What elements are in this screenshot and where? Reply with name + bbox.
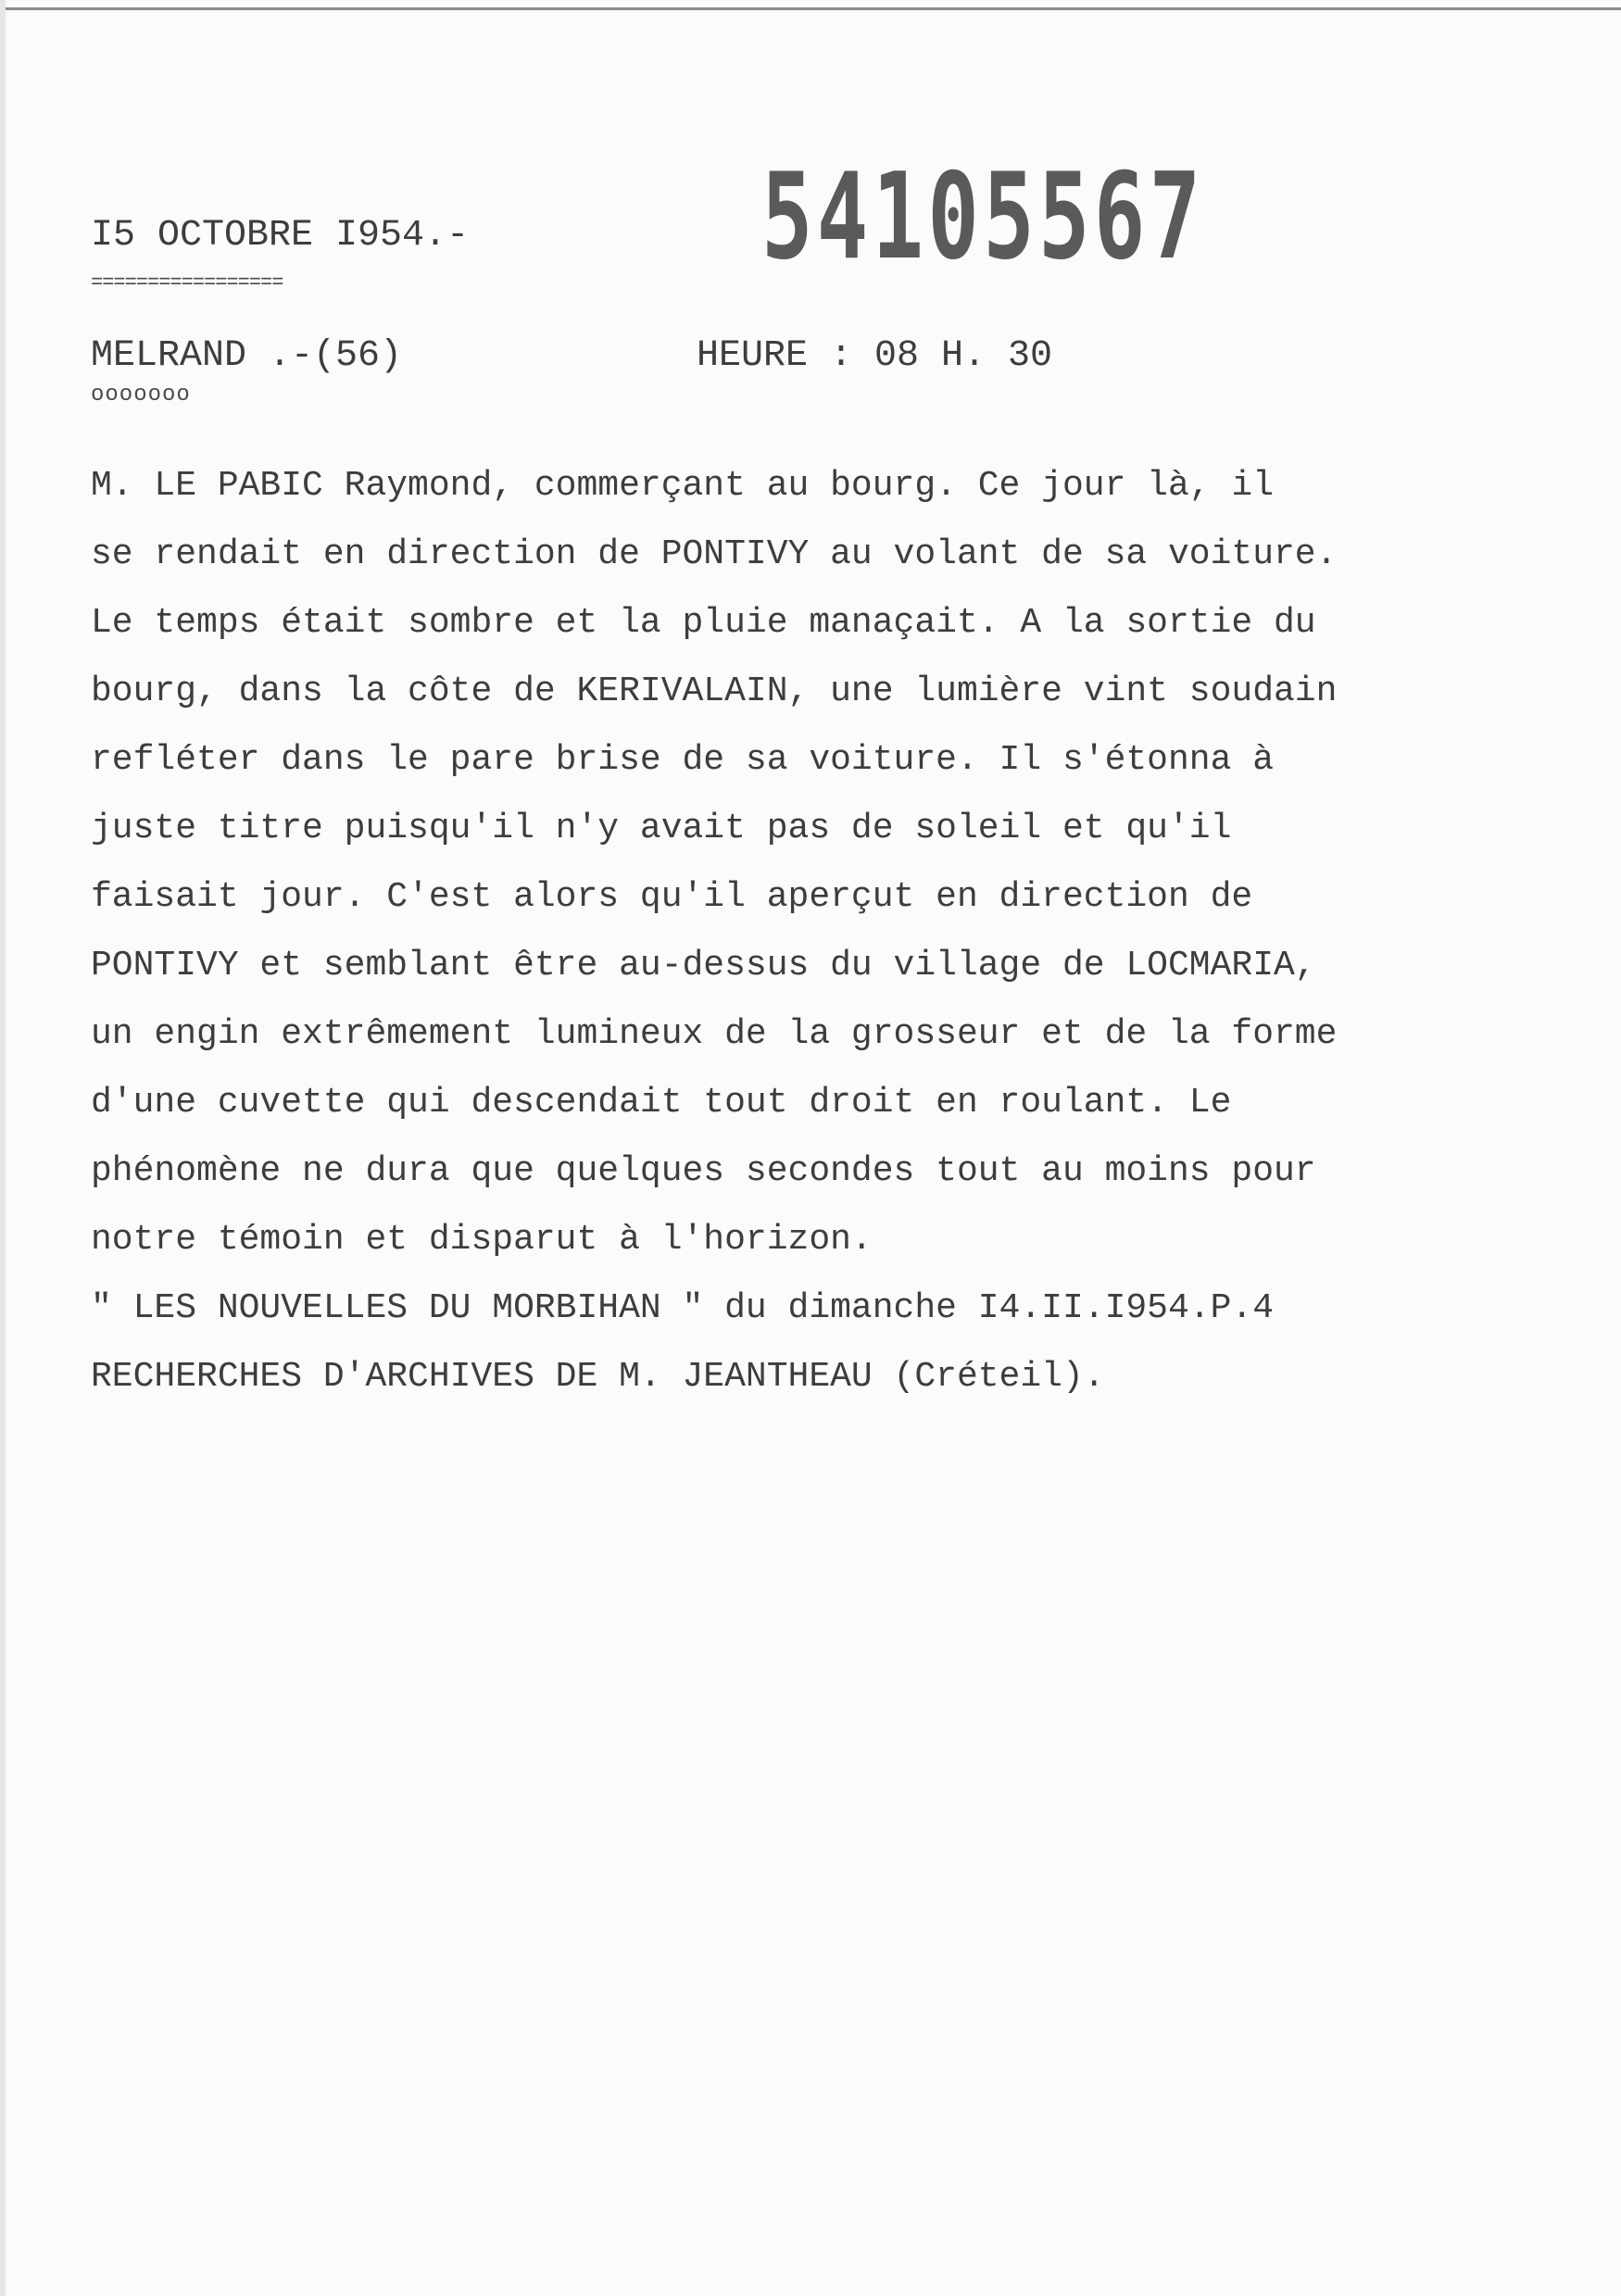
body-line: Le temps était sombre et la pluie manaçait. A la sortie du	[91, 603, 1316, 643]
body-line: d'une cuvette qui descendait tout droit en roulant. Le	[91, 1083, 1232, 1123]
report-body	[91, 452, 1573, 1411]
date-underline: =================	[91, 271, 283, 295]
body-line: juste titre puisqu'il n'y avait pas de soleil et qu'il	[91, 809, 1232, 848]
archive-credit: RECHERCHES D'ARCHIVES DE M. JEANTHEAU (Créteil).	[91, 1357, 1105, 1397]
source-citation: " LES NOUVELLES DU MORBIHAN " du dimanche I4.II.I954.P.4	[91, 1288, 1275, 1328]
body-line: refléter dans le pare brise de sa voiture. Il s'étonna à	[91, 740, 1275, 780]
reference-number-stamp: 54105567	[761, 148, 1205, 286]
body-line: un engin extrêmement lumineux de la grosseur et de la forme	[91, 1014, 1338, 1054]
report-place: MELRAND .-(56)	[91, 335, 403, 377]
body-line: se rendait en direction de PONTIVY au volant de sa voiture.	[91, 534, 1338, 574]
report-date: I5 OCTOBRE I954.-	[91, 215, 470, 257]
body-line: PONTIVY et semblant être au-dessus du village de LOCMARIA,	[91, 946, 1316, 985]
body-line: faisait jour. C'est alors qu'il aperçut en direction de	[91, 877, 1253, 917]
place-underline: ooooooo	[91, 383, 191, 408]
top-edge-rule	[0, 7, 1621, 10]
left-edge-shadow	[0, 0, 6, 2296]
body-line: notre témoin et disparut à l'horizon.	[91, 1220, 873, 1260]
body-line: bourg, dans la côte de KERIVALAIN, une lumière vint soudain	[91, 671, 1338, 711]
report-time: HEURE : 08 H. 30	[697, 335, 1053, 377]
body-line: phénomène ne dura que quelques secondes tout au moins pour	[91, 1151, 1316, 1191]
body-line: M. LE PABIC Raymond, commerçant au bourg. Ce jour là, il	[91, 466, 1275, 506]
